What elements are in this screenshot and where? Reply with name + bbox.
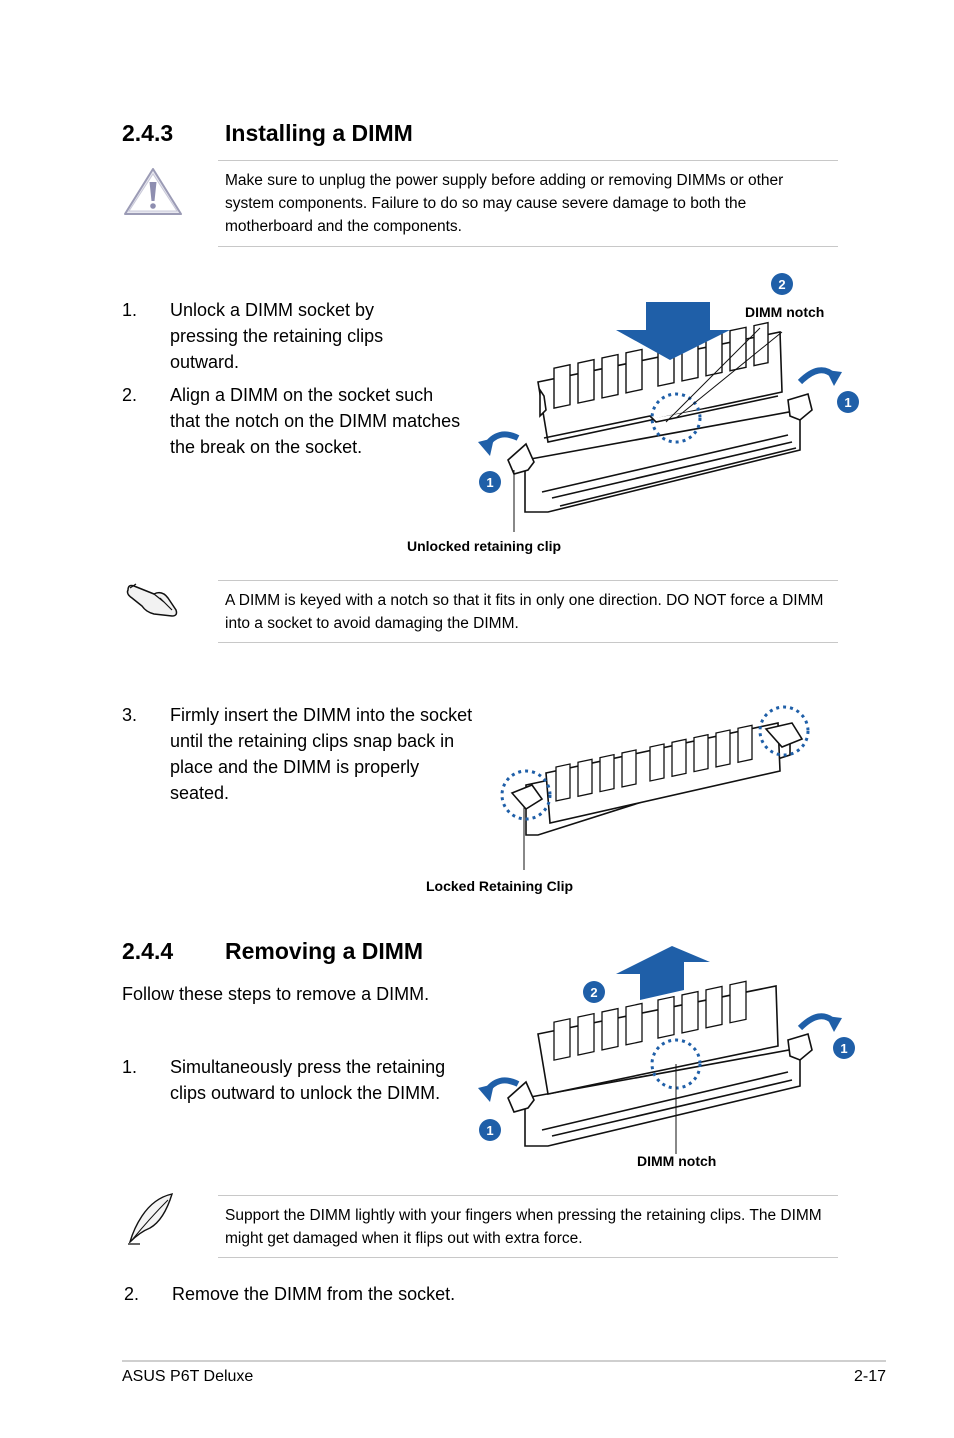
section-title: Installing a DIMM xyxy=(225,120,413,146)
step-list xyxy=(122,702,477,812)
step-text: Remove the DIMM from the socket. xyxy=(172,1284,456,1304)
step-number: 3. xyxy=(122,705,138,725)
callout-number: 2 xyxy=(590,985,598,1000)
section-title: Removing a DIMM xyxy=(225,938,424,964)
step-list xyxy=(124,1281,624,1311)
footer-rule xyxy=(122,1360,886,1362)
section-heading-install xyxy=(122,120,822,150)
step-number: 1. xyxy=(122,1057,138,1077)
step-text: Align a DIMM on the socket such that the notch on the DIMM matches the break on the socket. xyxy=(170,385,461,457)
section-number: 2.4.3 xyxy=(122,120,174,146)
step-number: 1. xyxy=(122,300,138,320)
caution-text: Make sure to unplug the power supply before adding or removing DIMMs or other system components. Failure to do so may cause severe damage to both the motherboard and the components. xyxy=(225,172,784,235)
divider xyxy=(218,1257,838,1258)
section-heading-remove xyxy=(122,938,522,968)
callout-number: 1 xyxy=(486,475,494,490)
divider xyxy=(218,580,838,581)
figure-label-notch: DIMM notch xyxy=(745,304,825,320)
dimm-locked-figure xyxy=(490,695,820,875)
step-list xyxy=(122,297,467,467)
step-list xyxy=(122,1054,462,1139)
page-number: 2-17 xyxy=(853,1368,886,1385)
callout-number: 1 xyxy=(486,1123,494,1138)
figure-label-clip: Locked Retaining Clip xyxy=(426,878,574,894)
divider xyxy=(218,160,838,161)
retaining-clip-right xyxy=(788,1034,812,1060)
retaining-clip-right xyxy=(788,394,812,420)
step-number: 2. xyxy=(122,385,138,405)
callout-number: 2 xyxy=(778,277,786,292)
callout-number: 1 xyxy=(844,395,852,410)
pointing-hand-icon xyxy=(124,580,182,622)
tip-text: Support the DIMM lightly with your fingers when pressing the retaining clips. The DIMM might get damaged when it flips out with extra force. xyxy=(225,1207,822,1247)
section-number: 2.4.4 xyxy=(122,938,174,964)
step-number: 2. xyxy=(124,1284,140,1304)
divider xyxy=(218,1195,838,1196)
divider xyxy=(218,246,838,247)
intro-text: Follow these steps to remove a DIMM. xyxy=(122,984,430,1004)
callout-number: 1 xyxy=(840,1041,848,1056)
step-text: Firmly insert the DIMM into the socket until the retaining clips snap back in place and the DIMM is properly seated. xyxy=(170,705,473,803)
note-text: A DIMM is keyed with a notch so that it fits in only one direction. DO NOT force a DIMM into a socket to avoid damaging the DIMM. xyxy=(225,592,824,632)
footer-title: ASUS P6T Deluxe xyxy=(122,1368,254,1385)
step-text: Simultaneously press the retaining clips outward to unlock the DIMM. xyxy=(170,1057,446,1103)
divider xyxy=(218,642,838,643)
figure-label-clip: Unlocked retaining clip xyxy=(407,538,562,554)
dimm-remove-figure xyxy=(470,940,870,1160)
warning-triangle-icon xyxy=(122,166,184,218)
step-text: Unlock a DIMM socket by pressing the retaining clips outward. xyxy=(170,300,384,372)
figure-label-notch: DIMM notch xyxy=(637,1153,717,1169)
feather-quill-icon xyxy=(124,1192,176,1246)
